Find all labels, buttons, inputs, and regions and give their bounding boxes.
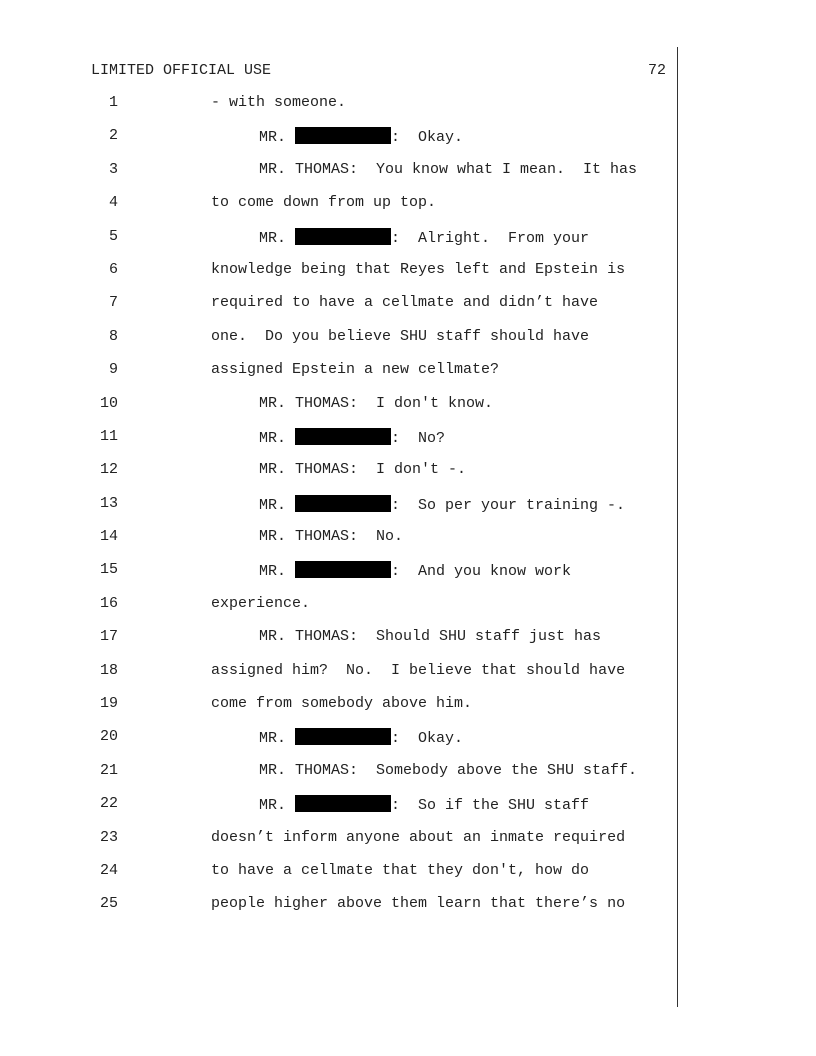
transcript-line	[0, 428, 680, 461]
transcript-line	[0, 294, 680, 327]
line-number: 23	[99, 828, 118, 846]
spoken-text: - with someone.	[211, 94, 347, 111]
spoken-text: assigned Epstein a new cellmate?	[211, 361, 500, 379]
transcript-line	[0, 695, 680, 728]
line-number: 10	[99, 394, 118, 412]
line-number: 7	[108, 294, 118, 312]
line-number: 5	[108, 227, 118, 245]
redaction-box	[295, 127, 391, 144]
redaction-box	[295, 795, 391, 812]
line-text	[259, 728, 463, 747]
line-number: 19	[99, 695, 118, 713]
speaker-prefix: MR.	[259, 563, 296, 581]
line-text	[211, 261, 625, 278]
spoken-text: : Alright. From your	[391, 229, 590, 247]
line-text	[211, 862, 589, 879]
spoken-text: : Okay.	[391, 129, 464, 147]
spoken-text: doesn’t inform anyone about an inmate required	[211, 828, 626, 846]
line-text	[211, 294, 598, 311]
spoken-text: knowledge being that Reyes left and Epstein is	[211, 260, 626, 278]
transcript-body	[0, 94, 680, 929]
transcript-line	[0, 528, 680, 561]
transcript-line	[0, 561, 680, 594]
spoken-text: : And you know work	[391, 563, 572, 581]
line-text	[211, 895, 625, 912]
line-text	[259, 428, 445, 447]
line-text	[211, 194, 436, 211]
speaker-prefix: MR.	[259, 730, 296, 748]
classification-header: LIMITED OFFICIAL USE	[91, 62, 272, 79]
line-text	[211, 829, 625, 846]
spoken-text: MR. THOMAS: No.	[259, 528, 404, 546]
spoken-text: MR. THOMAS: You know what I mean. It has	[259, 160, 638, 178]
transcript-line	[0, 461, 680, 494]
spoken-text: to have a cellmate that they don't, how do	[211, 861, 590, 879]
transcript-line	[0, 662, 680, 695]
speaker-prefix: MR.	[259, 129, 296, 147]
spoken-text: : So per your training -.	[391, 496, 626, 514]
line-number: 20	[99, 728, 118, 746]
transcript-line	[0, 194, 680, 227]
line-number: 15	[99, 561, 118, 579]
spoken-text: assigned him? No. I believe that should have	[211, 661, 626, 679]
transcript-line	[0, 328, 680, 361]
redaction-box	[295, 495, 391, 512]
spoken-text: to come down from up top.	[211, 194, 437, 212]
line-number: 22	[99, 795, 118, 813]
line-number: 16	[99, 594, 118, 612]
line-number: 3	[108, 160, 118, 178]
line-text	[259, 395, 493, 412]
line-text	[211, 695, 472, 712]
transcript-line	[0, 628, 680, 661]
line-number: 2	[108, 127, 118, 145]
line-number: 21	[99, 761, 118, 779]
transcript-line	[0, 161, 680, 194]
spoken-text: MR. THOMAS: I don't know.	[259, 394, 494, 412]
redaction-box	[295, 428, 391, 445]
line-text	[211, 595, 310, 612]
line-text	[211, 662, 625, 679]
line-text	[211, 361, 499, 378]
transcript-line	[0, 762, 680, 795]
line-text	[211, 94, 346, 111]
transcript-line	[0, 795, 680, 828]
line-text	[259, 495, 625, 514]
line-number: 25	[99, 895, 118, 913]
line-number: 17	[99, 628, 118, 646]
line-number: 24	[99, 861, 118, 879]
line-text	[259, 461, 466, 478]
line-text	[259, 528, 403, 545]
spoken-text: MR. THOMAS: Should SHU staff just has	[259, 628, 602, 646]
transcript-line	[0, 895, 680, 928]
spoken-text: MR. THOMAS: I don't -.	[259, 461, 467, 479]
speaker-prefix: MR.	[259, 429, 296, 447]
transcript-line	[0, 728, 680, 761]
line-number: 12	[99, 461, 118, 479]
page-number: 72	[648, 62, 667, 79]
line-number: 1	[108, 94, 118, 111]
spoken-text: : So if the SHU staff	[391, 797, 590, 815]
speaker-prefix: MR.	[259, 229, 296, 247]
line-number: 14	[99, 528, 118, 546]
line-text	[259, 628, 601, 645]
transcript-line	[0, 361, 680, 394]
redaction-box	[295, 561, 391, 578]
line-text	[259, 762, 637, 779]
line-number: 4	[108, 194, 118, 212]
spoken-text: : Okay.	[391, 730, 464, 748]
transcript-line	[0, 261, 680, 294]
speaker-prefix: MR.	[259, 797, 296, 815]
line-text	[259, 127, 463, 146]
spoken-text: one. Do you believe SHU staff should have	[211, 327, 590, 345]
line-text	[259, 561, 571, 580]
line-text	[259, 161, 637, 178]
transcript-line	[0, 127, 680, 160]
line-number: 8	[108, 327, 118, 345]
transcript-line	[0, 495, 680, 528]
transcript-line	[0, 94, 680, 127]
line-number: 6	[108, 260, 118, 278]
spoken-text: : No?	[391, 429, 446, 447]
line-number: 11	[99, 427, 118, 445]
redaction-box	[295, 728, 391, 745]
transcript-line	[0, 829, 680, 862]
spoken-text: required to have a cellmate and didn’t have	[211, 294, 599, 312]
spoken-text: people higher above them learn that there’s no	[211, 895, 626, 913]
speaker-prefix: MR.	[259, 496, 296, 514]
transcript-line	[0, 862, 680, 895]
line-number: 13	[99, 494, 118, 512]
transcript-line	[0, 395, 680, 428]
transcript-line	[0, 595, 680, 628]
spoken-text: experience.	[211, 594, 311, 612]
spoken-text: MR. THOMAS: Somebody above the SHU staff.	[259, 761, 638, 779]
line-number: 18	[99, 661, 118, 679]
transcript-line	[0, 228, 680, 261]
spoken-text: come from somebody above him.	[211, 695, 473, 713]
line-number: 9	[108, 361, 118, 379]
line-text	[259, 228, 589, 247]
line-text	[259, 795, 589, 814]
redaction-box	[295, 228, 391, 245]
line-text	[211, 328, 589, 345]
